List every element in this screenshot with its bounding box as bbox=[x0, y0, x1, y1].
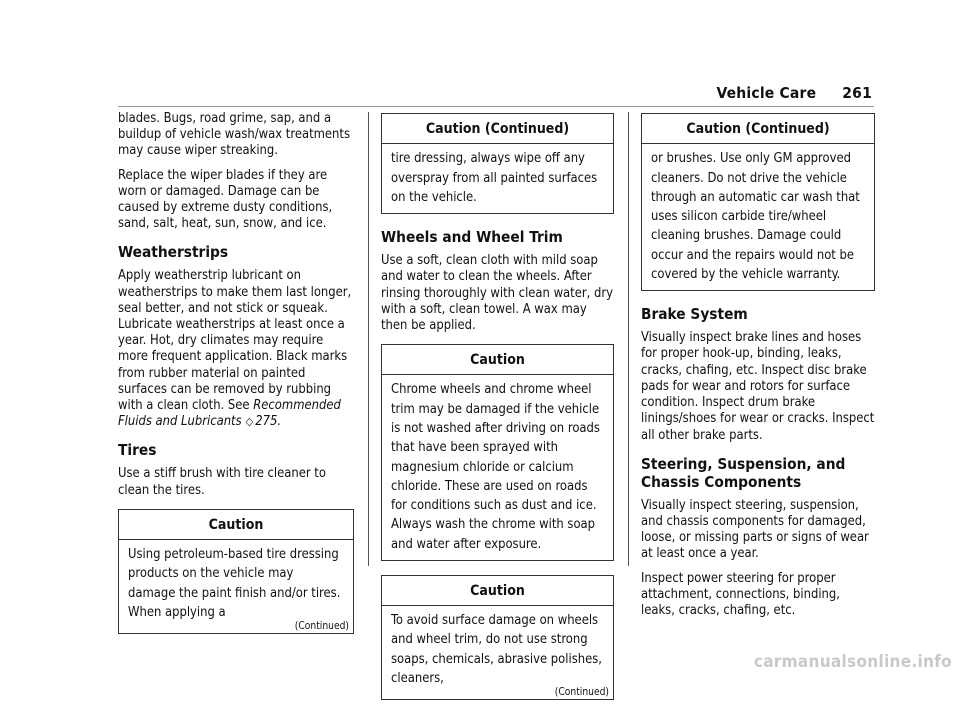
caution-title: Caution bbox=[382, 576, 613, 606]
page-reference-icon: ◇ bbox=[245, 415, 254, 429]
paragraph: Use a soft, clean cloth with mild soap and water to clean the wheels. After rinsing thoroughly with clean water, dry with a soft, clean towel. A wax may then be applied. bbox=[381, 253, 613, 333]
caution-title: Caution (Continued) bbox=[642, 114, 874, 144]
continued-label: (Continued) bbox=[294, 621, 349, 633]
paragraph: Inspect power steering for proper attachment, connections, binding, leaks, cracks, chafing, etc. bbox=[641, 570, 840, 618]
caution-text: Using petroleum-based tire dressing products on the vehicle may damage the paint finish and/or tires. When applying a bbox=[128, 547, 341, 620]
caution-text: or brushes. Use only GM approved cleaners. Do not drive the vehicle through an automatic car wash that uses silicon carbide tire/wheel cleaning brushes. Damage could occur and the repairs would not be covered by the vehicle warranty. bbox=[651, 151, 860, 282]
column-2 bbox=[381, 111, 614, 714]
header-rule bbox=[118, 106, 874, 107]
paragraph: Visually inspect brake lines and hoses for proper hook-up, binding, leaks, cracks, chafing, etc. Inspect disc brake pads for wear and rotors for surface condition. Inspect drum brake linings/shoes for wear or cracks. Inspect all other brake parts. bbox=[641, 330, 875, 443]
paragraph: Visually inspect steering, suspension, and chassis components for damaged, loose, or missing parts or signs of wear at least once a year. bbox=[641, 497, 869, 562]
caution-text: tire dressing, always wipe off any overspray from all painted surfaces on the vehicle. bbox=[391, 151, 598, 205]
section-heading-brake-system: Brake System bbox=[641, 305, 748, 324]
caution-title: Caution (Continued) bbox=[382, 114, 613, 144]
paragraph: Use a stiff brush with tire cleaner to clean the tires. bbox=[118, 466, 326, 498]
page-number: 261 bbox=[842, 84, 872, 102]
caution-box bbox=[381, 344, 614, 561]
watermark: carmanualsonline.info bbox=[753, 652, 952, 672]
column-1 bbox=[118, 111, 354, 648]
section-heading-wheels: Wheels and Wheel Trim bbox=[381, 228, 563, 247]
caution-box bbox=[381, 575, 614, 700]
section-heading-weatherstrips: Weatherstrips bbox=[118, 243, 229, 262]
paragraph: blades. Bugs, road grime, sap, and a buildup of vehicle wash/wax treatments may cause wiper streaking. bbox=[118, 111, 350, 159]
caution-text: Chrome wheels and chrome wheel trim may be damaged if the vehicle is not washed after driving on roads that have been sprayed with magnesium chloride or calcium chloride. These are used on roads for conditions such as dust and ice. Always wash the chrome with soap and water after exposure. bbox=[391, 382, 600, 552]
section-heading-tires: Tires bbox=[118, 441, 157, 460]
section-title: Vehicle Care bbox=[716, 84, 817, 102]
cross-reference-link[interactable]: Recommended Fluids and Lubricants bbox=[118, 398, 341, 430]
caution-title: Caution bbox=[382, 345, 613, 375]
column-divider bbox=[368, 112, 369, 566]
column-divider bbox=[628, 112, 629, 566]
page-header bbox=[716, 84, 872, 102]
caution-box bbox=[641, 113, 875, 291]
caution-box bbox=[118, 509, 354, 634]
section-heading-steering: Steering, Suspension, and Chassis Components bbox=[641, 454, 846, 491]
column-3 bbox=[641, 111, 875, 627]
caution-title: Caution bbox=[119, 510, 353, 540]
caution-text: To avoid surface damage on wheels and wheel trim, do not use strong soaps, chemicals, abrasive polishes, cleaners, bbox=[391, 613, 602, 687]
paragraph: Apply weatherstrip lubricant on weatherstrips to make them last longer, seal better, and not stick or squeak. Lubricate weatherstrips at least once a year. Hot, dry climates may require more frequent application. Black marks from rubber material on painted surfaces can be removed by rubbing with a clean cloth. See Recommended Fluids and Lubricants ◇ 275. bbox=[118, 268, 352, 430]
caution-box bbox=[381, 113, 614, 214]
cross-reference-page[interactable]: 275. bbox=[255, 414, 282, 430]
continued-label: (Continued) bbox=[554, 687, 609, 699]
paragraph: Replace the wiper blades if they are worn or damaged. Damage can be caused by extreme dusty conditions, sand, salt, heat, sun, snow, and ice. bbox=[118, 167, 333, 232]
